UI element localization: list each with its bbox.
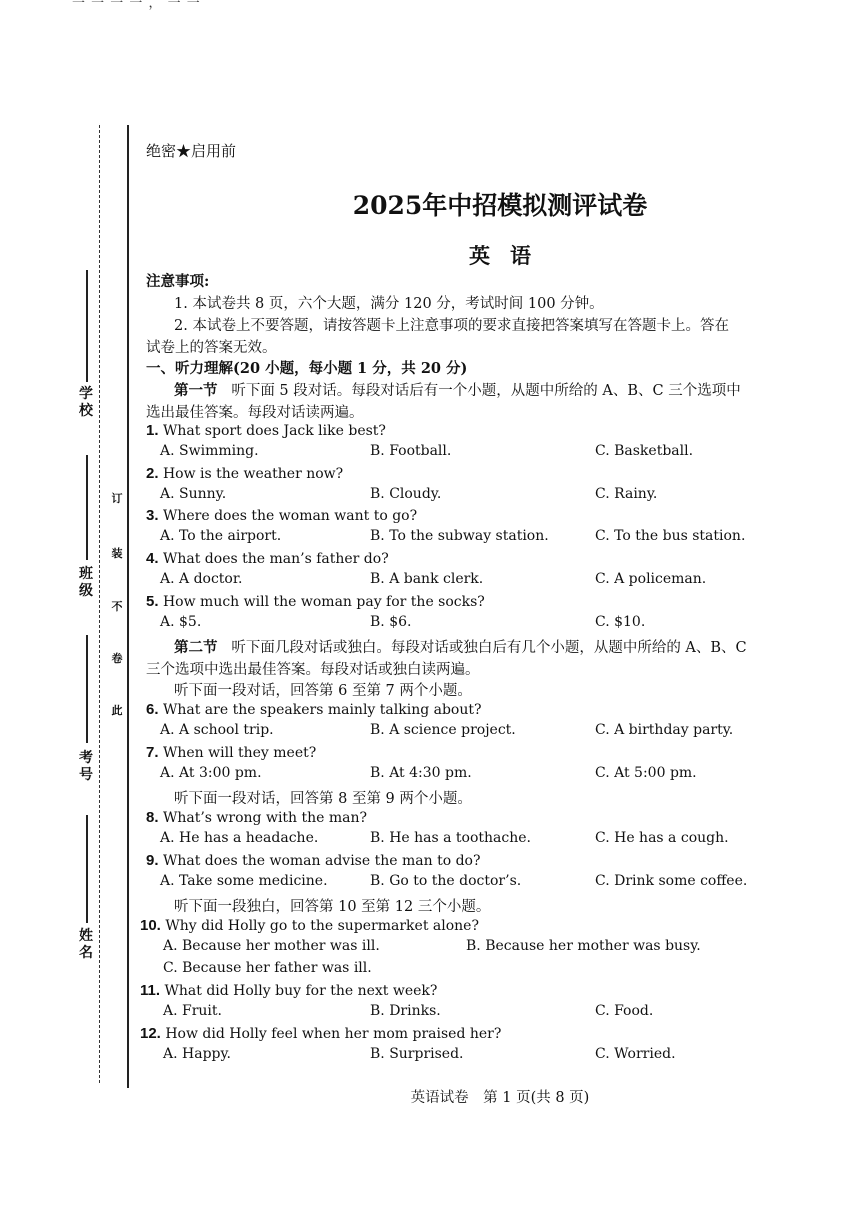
option-b: B. Football. <box>370 443 452 459</box>
option-a: A. A school trip. <box>160 722 274 738</box>
question <box>146 507 417 524</box>
option-a: A. Swimming. <box>160 443 259 459</box>
section1-instruction-cont: 选出最佳答案。每段对话读两遍。 <box>146 405 364 421</box>
question-number: 7. <box>146 744 159 761</box>
binding-char: 订 <box>111 492 123 505</box>
option-c: C. $10. <box>595 614 646 630</box>
question-text: What’s wrong with the man? <box>162 810 368 826</box>
question-number: 1. <box>146 422 159 439</box>
question <box>140 917 479 934</box>
question-text: What does the woman advise the man to do? <box>162 853 481 869</box>
question-text: What are the speakers mainly talking about? <box>162 702 482 718</box>
question <box>146 701 482 718</box>
section1-instruction: 听下面 5 段对话。每段对话后有一个小题，从题中所给的 A、B、C 三个选项中 <box>231 383 741 399</box>
binding-char: 不 <box>111 600 123 613</box>
binding-char: 卷 <box>111 652 123 665</box>
name-field-line <box>86 815 88 923</box>
option-c: C. To the bus station. <box>595 528 746 544</box>
notice-item-2-cont: 试卷上的答案无效。 <box>146 340 277 356</box>
option-a: A. Take some medicine. <box>160 873 328 889</box>
question-text: What does the man’s father do? <box>162 551 389 567</box>
question-number: 9. <box>146 852 159 869</box>
question-text: When will they meet? <box>162 745 317 761</box>
option-a: A. Sunny. <box>160 486 227 502</box>
section2-instruction: 听下面几段对话或独白。每段对话或独白后有几个小题，从题中所给的 A、B、C <box>231 640 747 656</box>
option-a: A. He has a headache. <box>160 830 319 846</box>
question <box>146 465 343 482</box>
class-field-line <box>86 455 88 560</box>
option-b: B. Surprised. <box>370 1046 464 1062</box>
question-text: How did Holly feel when her mom praised her? <box>165 1026 502 1042</box>
exam-number-label: 考号 <box>79 750 93 783</box>
option-a: A. To the airport. <box>160 528 282 544</box>
question <box>146 550 389 567</box>
question-number: 6. <box>146 701 159 718</box>
question <box>140 1025 501 1042</box>
binding-dashed-line <box>99 125 100 1083</box>
option-b: B. He has a toothache. <box>370 830 531 846</box>
option-b: B. Drinks. <box>370 1003 441 1019</box>
option-c: C. At 5:00 pm. <box>595 765 697 781</box>
option-b: B. Because her mother was busy. <box>466 938 701 954</box>
question-number: 12. <box>140 1025 161 1042</box>
option-c: C. A birthday party. <box>595 722 734 738</box>
option-a: A. Fruit. <box>163 1003 222 1019</box>
class-label: 班级 <box>79 566 93 599</box>
school-label: 学校 <box>79 386 93 419</box>
option-a: A. $5. <box>160 614 202 630</box>
option-a: A. Because her mother was ill. <box>163 938 380 954</box>
question-text: How is the weather now? <box>162 466 344 482</box>
option-b: B. Cloudy. <box>370 486 442 502</box>
question <box>146 422 386 439</box>
option-b: B. A science project. <box>370 722 516 738</box>
question-text: What sport does Jack like best? <box>162 423 386 439</box>
exam-number-field-line <box>86 635 88 743</box>
binding-char: 此 <box>111 704 123 717</box>
subject-title: 英语 <box>469 243 551 268</box>
option-c: C. Drink some coffee. <box>595 873 748 889</box>
option-c: C. Basketball. <box>595 443 694 459</box>
question-number: 2. <box>146 465 159 482</box>
monologue-intro: 听下面一段独白，回答第 10 至第 12 三个小题。 <box>174 899 491 915</box>
page-footer: 英语试卷 第 1 页(共 8 页) <box>410 1090 590 1106</box>
section1-label: 第一节 <box>174 382 218 399</box>
dialogue-intro: 听下面一段对话，回答第 6 至第 7 两个小题。 <box>174 683 472 699</box>
option-c: C. Because her father was ill. <box>163 960 372 976</box>
notice-item-1: 1. 本试卷共 8 页，六个大题，满分 120 分，考试时间 100 分钟。 <box>174 296 604 312</box>
option-b: B. At 4:30 pm. <box>370 765 472 781</box>
top-scan-artifact: 一 一 一 一 ， 一 一 <box>72 0 201 11</box>
option-c: C. Food. <box>595 1003 654 1019</box>
question-number: 11. <box>140 982 161 999</box>
section2-label: 第二节 <box>174 639 218 656</box>
question <box>146 852 480 869</box>
binding-solid-line <box>127 125 129 1088</box>
question <box>140 982 437 999</box>
name-label: 姓名 <box>79 928 93 961</box>
option-a: A. A doctor. <box>160 571 243 587</box>
question-number: 3. <box>146 507 159 524</box>
option-c: C. A policeman. <box>595 571 707 587</box>
confidential-mark: 绝密★启用前 <box>146 142 237 160</box>
question-text: What did Holly buy for the next week? <box>164 983 438 999</box>
question <box>146 809 367 826</box>
option-b: B. A bank clerk. <box>370 571 484 587</box>
option-c: C. Worried. <box>595 1046 676 1062</box>
exam-title: 2025年中招模拟测评试卷 <box>352 191 648 220</box>
question <box>146 744 316 761</box>
option-c: C. He has a cough. <box>595 830 729 846</box>
option-a: A. At 3:00 pm. <box>160 765 262 781</box>
binding-char: 装 <box>111 547 123 560</box>
school-field-line <box>86 270 88 382</box>
question-number: 5. <box>146 593 159 610</box>
option-b: B. Go to the doctor’s. <box>370 873 522 889</box>
option-b: B. To the subway station. <box>370 528 549 544</box>
question-text: How much will the woman pay for the socks? <box>162 594 485 610</box>
section2-instruction-cont: 三个选项中选出最佳答案。每段对话或独白读两遍。 <box>146 662 480 678</box>
question-number: 8. <box>146 809 159 826</box>
question-number: 10. <box>140 917 161 934</box>
notice-item-2: 2. 本试卷上不要答题，请按答题卡上注意事项的要求直接把答案填写在答题卡上。答在 <box>174 318 729 334</box>
question <box>146 593 485 610</box>
dialogue-intro: 听下面一段对话，回答第 8 至第 9 两个小题。 <box>174 791 472 807</box>
option-a: A. Happy. <box>163 1046 231 1062</box>
part1-heading: 一、听力理解(20 小题，每小题 1 分，共 20 分) <box>146 360 468 377</box>
question-text: Why did Holly go to the supermarket alone? <box>165 918 479 934</box>
question-text: Where does the woman want to go? <box>162 508 418 524</box>
question-number: 4. <box>146 550 159 567</box>
notice-heading: 注意事项: <box>146 273 210 290</box>
option-b: B. $6. <box>370 614 412 630</box>
option-c: C. Rainy. <box>595 486 658 502</box>
